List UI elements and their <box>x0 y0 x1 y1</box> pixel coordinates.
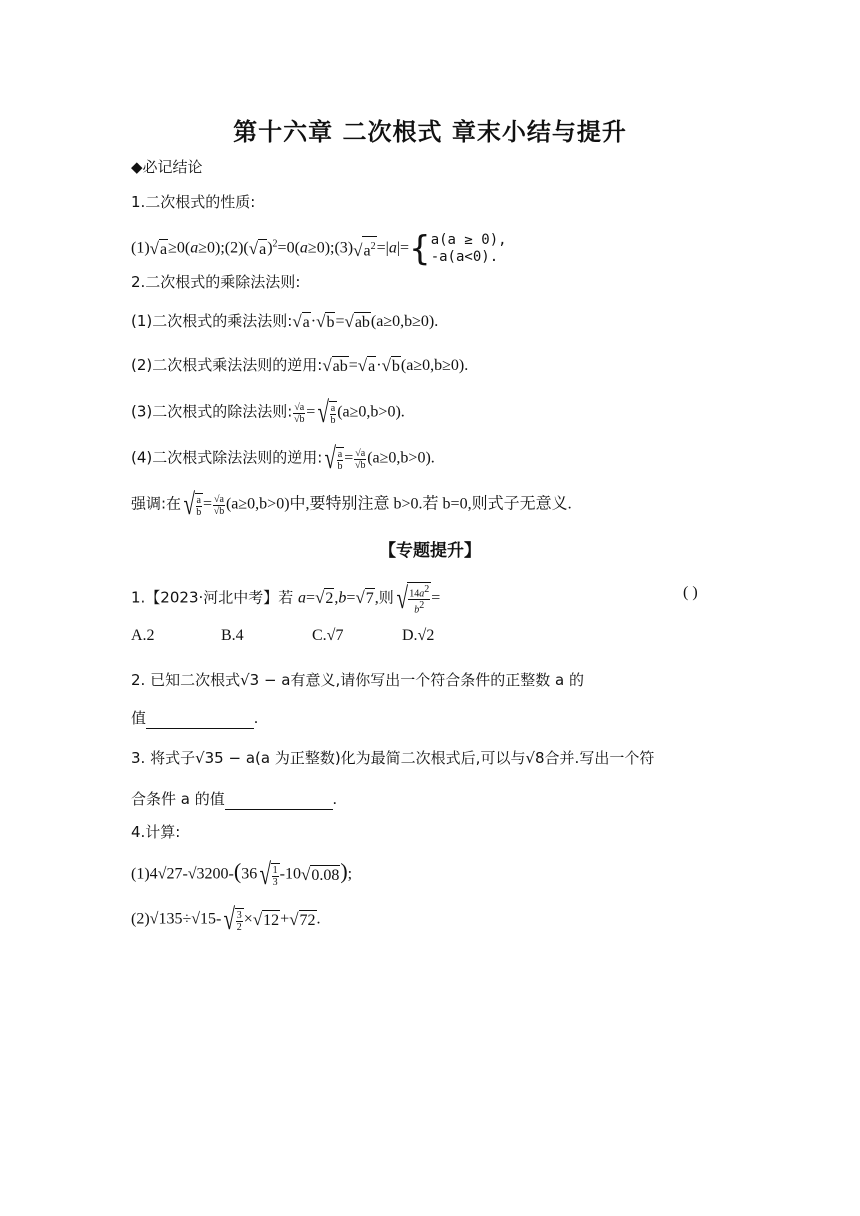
rule-division: (3)二次根式的除法法则: $\frac{√a}{√b}$ = √ $\frac{a}{b}$ (a≥0,b>0). <box>131 396 405 429</box>
option-d: D.√2 <box>402 627 435 644</box>
answer-bracket: ( ) <box>683 584 698 601</box>
cases-bottom: -a(a<0). <box>430 249 499 265</box>
option-b: B.4 <box>221 627 244 644</box>
answer-blank-q2[interactable] <box>146 712 254 729</box>
cases-top: a(a ≥ 0), <box>430 232 507 248</box>
question-3-line1: 3. 将式子√35 − a(a 为正整数)化为最简二次根式后,可以与√8合并.写出一个符 <box>131 749 655 767</box>
question-4-label: 4.计算: <box>131 823 181 841</box>
question-2-line1: 2. 已知二次根式√3 − a有意义,请你写出一个符合条件的正整数 a 的 <box>131 671 584 689</box>
section-heading-conclusions: ◆必记结论 <box>131 158 203 176</box>
rule-multiplication: (1)二次根式的乘法法则:√a·√b=√ab(a≥0,b≥0). <box>131 311 439 331</box>
question-3-line2: 合条件 a 的值 . <box>131 790 337 808</box>
question-1: 1.【2023·河北中考】若 a=√2,b=√7,则 √ $\frac{14a^2}{b^2}$ = <box>131 581 441 616</box>
question-4-part2: (2)√135÷√15- √ $\frac{3}{2}$ ×√12+√72. <box>131 903 321 936</box>
rule-division-inverse: (4)二次根式除法法则的逆用: √ $\frac{a}{b}$ = $\frac{√a}{√b}$ (a≥0,b>0). <box>131 442 435 475</box>
note-emphasis: 强调:在 √ $\frac{a}{b}$ = $\frac{√a}{√b}$ (a≥0,b>0)中,要特别注意 b>0.若 b=0,则式子无意义. <box>131 488 572 521</box>
item-mul-div-rules: 2.二次根式的乘除法法则: <box>131 273 301 291</box>
section-heading-topics: 【专题提升】 <box>379 541 481 561</box>
question-2-line2: 值 . <box>131 709 259 727</box>
item-properties: 1.二次根式的性质: <box>131 193 256 211</box>
question-4-part1: (1)4√27-√3200-(36 √ $\frac{1}{3}$ -10√0.08); <box>131 858 353 891</box>
answer-blank-q3[interactable] <box>225 793 333 810</box>
rule-multiplication-inverse: (2)二次根式乘法法则的逆用:√ab=√a·√b(a≥0,b≥0). <box>131 355 469 375</box>
cases-bracket: { a(a ≥ 0), -a(a<0). <box>409 229 507 269</box>
option-c: C.√7 <box>312 627 344 644</box>
page-title: 第十六章 二次根式 章末小结与提升 <box>233 118 627 146</box>
option-a: A.2 <box>131 627 155 644</box>
properties-formula: $(1)√a\ge 0(a\ge 0);(2)(√a)^2=0(a\ge 0);(3)√a^2=|a|=$ { a(a ≥ 0), -a(a<0). <box>131 229 507 269</box>
